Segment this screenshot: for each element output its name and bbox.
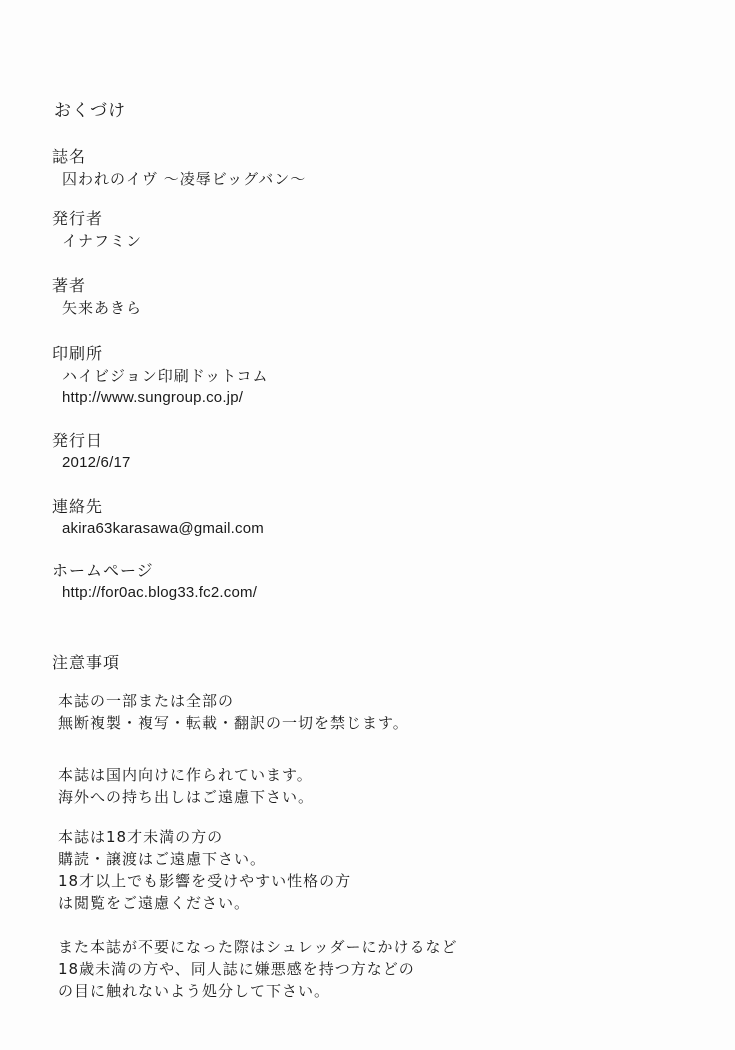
notes-line: 無断複製・複写・転載・翻訳の一切を禁じます。 <box>58 714 409 732</box>
field-printer <box>52 343 269 409</box>
notes-line: 本誌は18才未満の方の <box>58 828 224 846</box>
notes-line: 本誌は国内向けに作られています。 <box>58 766 313 784</box>
homepage-value: http://for0ac.blog33.fc2.com/ <box>62 584 258 601</box>
notes-paragraph <box>58 690 409 734</box>
printer-url: http://www.sungroup.co.jp/ <box>62 389 244 406</box>
issue-date-value: 2012/6/17 <box>62 454 131 471</box>
field-publisher <box>52 208 142 252</box>
notes-line: 海外への持ち出しはご遠慮下さい。 <box>58 788 315 806</box>
notes-line: 18才以上でも影響を受けやすい性格の方 <box>58 872 352 890</box>
field-homepage <box>52 560 257 604</box>
author-label: 著者 <box>52 276 87 295</box>
field-issue-date <box>52 430 131 474</box>
field-magazine-name <box>52 146 306 190</box>
notes-heading: 注意事項 <box>52 653 121 672</box>
contact-value: akira63karasawa@gmail.com <box>62 520 264 537</box>
notes-paragraph <box>58 826 351 914</box>
publisher-label: 発行者 <box>52 209 104 228</box>
publisher-value: イナフミン <box>62 232 143 250</box>
page-title: おくづけ <box>54 101 126 121</box>
issue-date-label: 発行日 <box>52 431 104 450</box>
notes-line: 18歳未満の方や、同人誌に嫌悪感を持つ方などの <box>58 960 415 978</box>
printer-value: ハイビジョン印刷ドットコム <box>62 367 269 385</box>
notes-line: の目に触れないよう処分して下さい。 <box>58 982 331 1000</box>
notes-line: 本誌の一部または全部の <box>58 692 235 710</box>
printer-label: 印刷所 <box>52 344 104 363</box>
magazine-name-label: 誌名 <box>52 147 87 166</box>
notes-paragraph <box>58 936 458 1002</box>
author-value: 矢来あきら <box>62 299 143 317</box>
notes-line: また本誌が不要になった際はシュレッダーにかけるなど <box>58 938 458 956</box>
notes-line: 購読・譲渡はご遠慮下さい。 <box>58 850 267 868</box>
notes-line: は閲覧をご遠慮ください。 <box>58 894 251 912</box>
homepage-label: ホームページ <box>52 561 154 580</box>
magazine-name-value: 囚われのイヴ 〜凌辱ビッグバン〜 <box>62 170 307 188</box>
contact-label: 連絡先 <box>52 497 104 516</box>
field-contact <box>52 496 264 540</box>
field-author <box>52 275 142 319</box>
notes-paragraph <box>58 764 314 808</box>
